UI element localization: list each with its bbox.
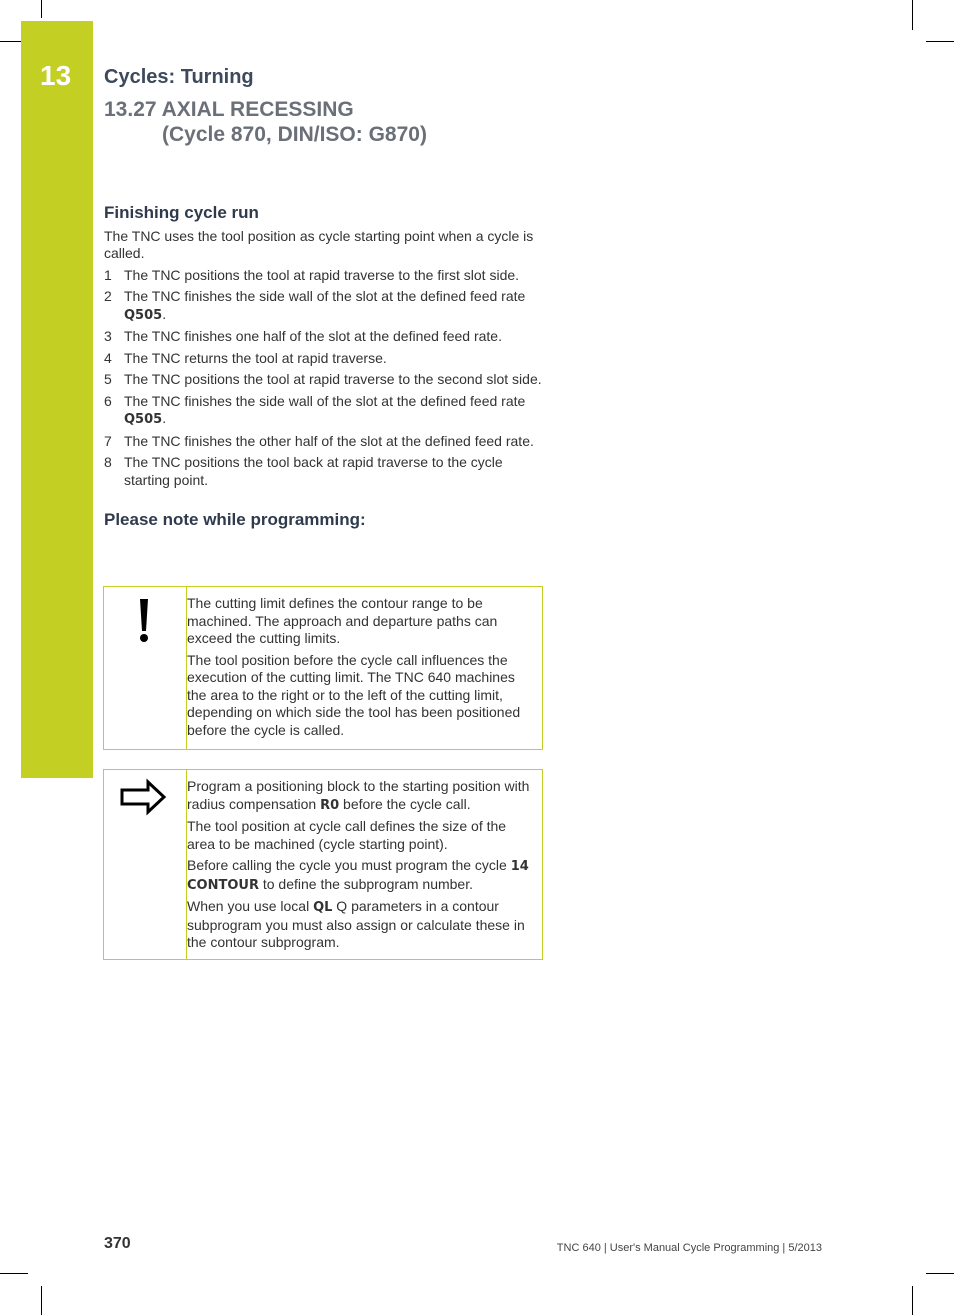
finishing-intro: The TNC uses the tool position as cycle starting point when a cycle is called. — [104, 227, 534, 261]
list-item: 7 The TNC finishes the other half of the slot at the defined feed rate. — [104, 432, 534, 449]
main-content — [104, 204, 544, 535]
list-item: 2 The TNC finishes the side wall of the slot at the defined feed rate Q505. — [104, 288, 526, 323]
parameter-code: R0 — [320, 797, 340, 813]
section-title-line1: 13.27 AXIAL RECESSING — [104, 98, 354, 121]
hint-text: Program a positioning block to the starting position with radius compensation R0 before the cycle call. The tool position at cycle call defines the size of the area to be machined (cycle starting point). Before calling the cycle you must program the cycle 14 CONTOUR to define the subprogram number. When you use local QL Q parameters in a contour subprogram you must also assign or calculate these in the contour subprogram. — [187, 778, 530, 950]
section-title-line2: (Cycle 870, DIN/ISO: G870) — [162, 123, 427, 146]
crop-mark — [0, 41, 22, 42]
note-divider — [186, 770, 187, 959]
parameter-code: Q505 — [124, 412, 163, 427]
footer-info: TNC 640 | User's Manual Cycle Programming | 5/2013 — [556, 1242, 822, 1254]
crop-mark — [912, 0, 913, 30]
list-item: 4 The TNC returns the tool at rapid traverse. — [104, 349, 387, 366]
finishing-heading: Finishing cycle run — [104, 203, 259, 222]
note-divider — [186, 587, 187, 749]
section-title — [104, 97, 427, 147]
parameter-code: Q505 — [124, 307, 163, 323]
parameter-code: 14 CONTOUR — [187, 859, 529, 893]
warning-box — [103, 586, 543, 750]
list-item: 5 The TNC positions the tool at rapid traverse to the second slot side. — [104, 371, 542, 387]
finishing-steps — [104, 267, 544, 490]
exclamation-icon — [104, 587, 186, 662]
crop-mark — [41, 1286, 42, 1315]
crop-mark — [912, 1286, 913, 1315]
crop-mark — [0, 1273, 28, 1274]
crop-mark — [926, 41, 954, 42]
crop-mark — [926, 1273, 954, 1274]
chapter-title: Cycles: Turning — [104, 66, 254, 88]
warning-text: The cutting limit defines the contour range to be machined. The approach and departure paths can exceed the cutting limits. The tool position before the cycle call influences the execution of the cutting limit. The TNC 640 machines the area to the right or to the left of the cutting limit, depending on which side the tool has been positioned before the cycle is called. — [187, 595, 521, 738]
notes-heading: Please note while programming: — [104, 510, 366, 529]
hint-box — [103, 769, 543, 960]
page-number: 370 — [104, 1235, 131, 1252]
list-item: 6 The TNC finishes the side wall of the slot at the defined feed rate Q505. — [104, 392, 526, 427]
parameter-code: QL — [313, 900, 333, 915]
chapter-tab — [21, 21, 93, 778]
chapter-number: 13 — [40, 60, 72, 91]
arrow-right-icon — [104, 770, 186, 835]
crop-mark — [41, 0, 42, 18]
list-item: 3 The TNC finishes one half of the slot at the defined feed rate. — [104, 328, 502, 344]
list-item: 1 The TNC positions the tool at rapid traverse to the first slot side. — [104, 266, 520, 283]
list-item: 8 The TNC positions the tool back at rapid traverse to the cycle starting point. — [104, 454, 503, 488]
